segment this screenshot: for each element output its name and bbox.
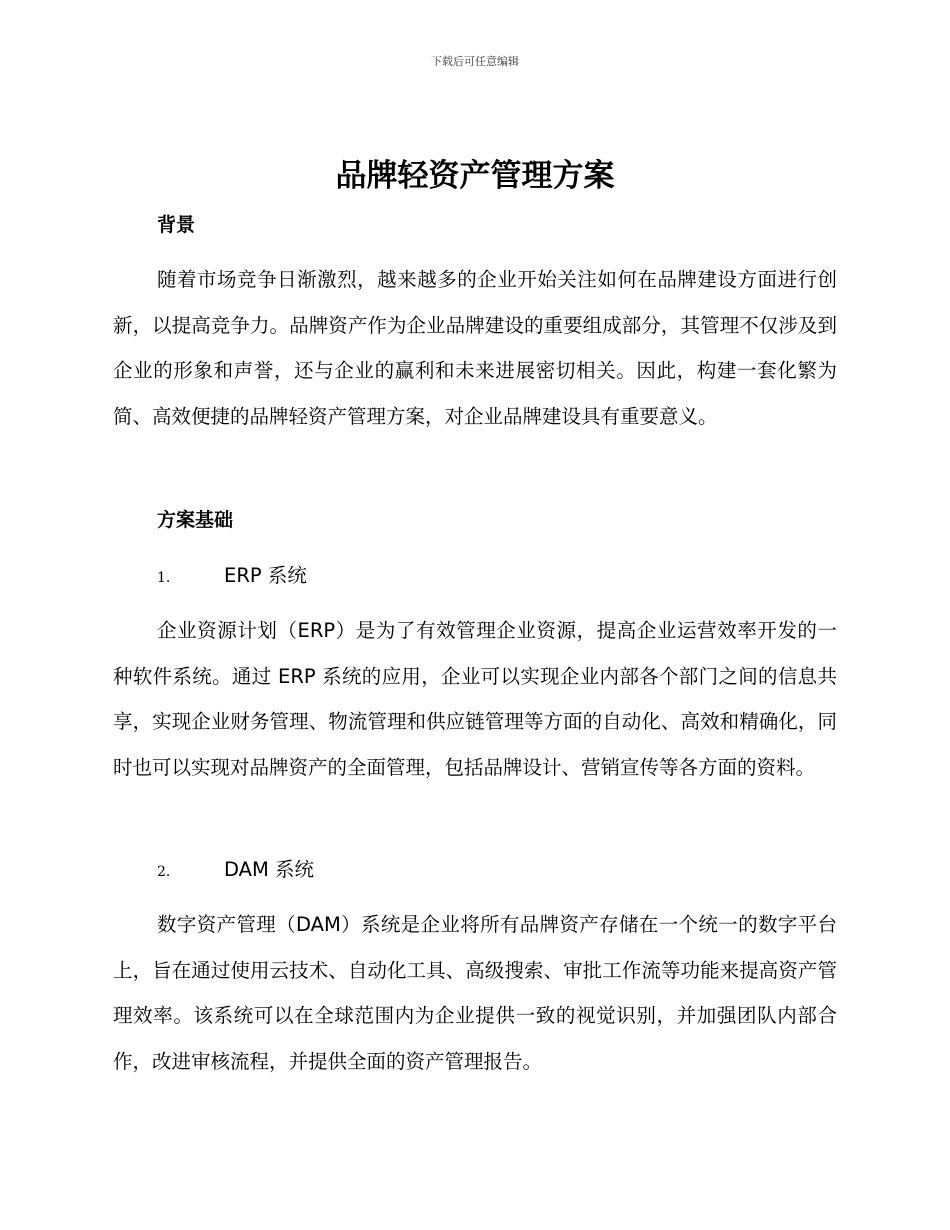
section-heading-basis: 方案基础 bbox=[157, 509, 234, 531]
dam-paragraph: 数字资产管理（DAM）系统是企业将所有品牌资产存储在一个统一的数字平台上，旨在通过使用云技术、自动化工具、高级搜索、审批工作流等功能来提高资产管理效率。该系统可以在全球范围内为企业提供一致的视觉识别，并加强团队内部合作，改进审核流程，并提供全面的资产管理报告。 bbox=[113, 913, 837, 1073]
list-item-erp bbox=[157, 560, 307, 588]
list-label: DAM 系统 bbox=[224, 858, 315, 881]
list-number: 1. bbox=[157, 570, 171, 586]
erp-paragraph: 企业资源计划（ERP）是为了有效管理企业资源，提高企业运营效率开发的一种软件系统。通过 ERP 系统的应用，企业可以实现企业内部各个部门之间的信息共享，实现企业财务管理、物流管理和供应链管理等方面的自动化、高效和精确化，同时也可以实现对品牌资产的全面管理，包括品牌设计、营销宣传等各方面的资料。 bbox=[113, 619, 837, 779]
list-number: 2. bbox=[157, 864, 171, 880]
list-item-dam bbox=[157, 854, 314, 882]
page-header-note: 下载后可任意编辑 bbox=[431, 55, 519, 68]
section-heading-background: 背景 bbox=[157, 214, 196, 236]
list-label: ERP 系统 bbox=[224, 564, 307, 587]
background-paragraph: 随着市场竞争日渐激烈，越来越多的企业开始关注如何在品牌建设方面进行创新，以提高竞争力。品牌资产作为企业品牌建设的重要组成部分，其管理不仅涉及到企业的形象和声誉，还与企业的赢利和未来进展密切相关。因此，构建一套化繁为简、高效便捷的品牌轻资产管理方案，对企业品牌建设具有重要意义。 bbox=[113, 268, 837, 428]
document-title: 品牌轻资产管理方案 bbox=[335, 158, 615, 194]
